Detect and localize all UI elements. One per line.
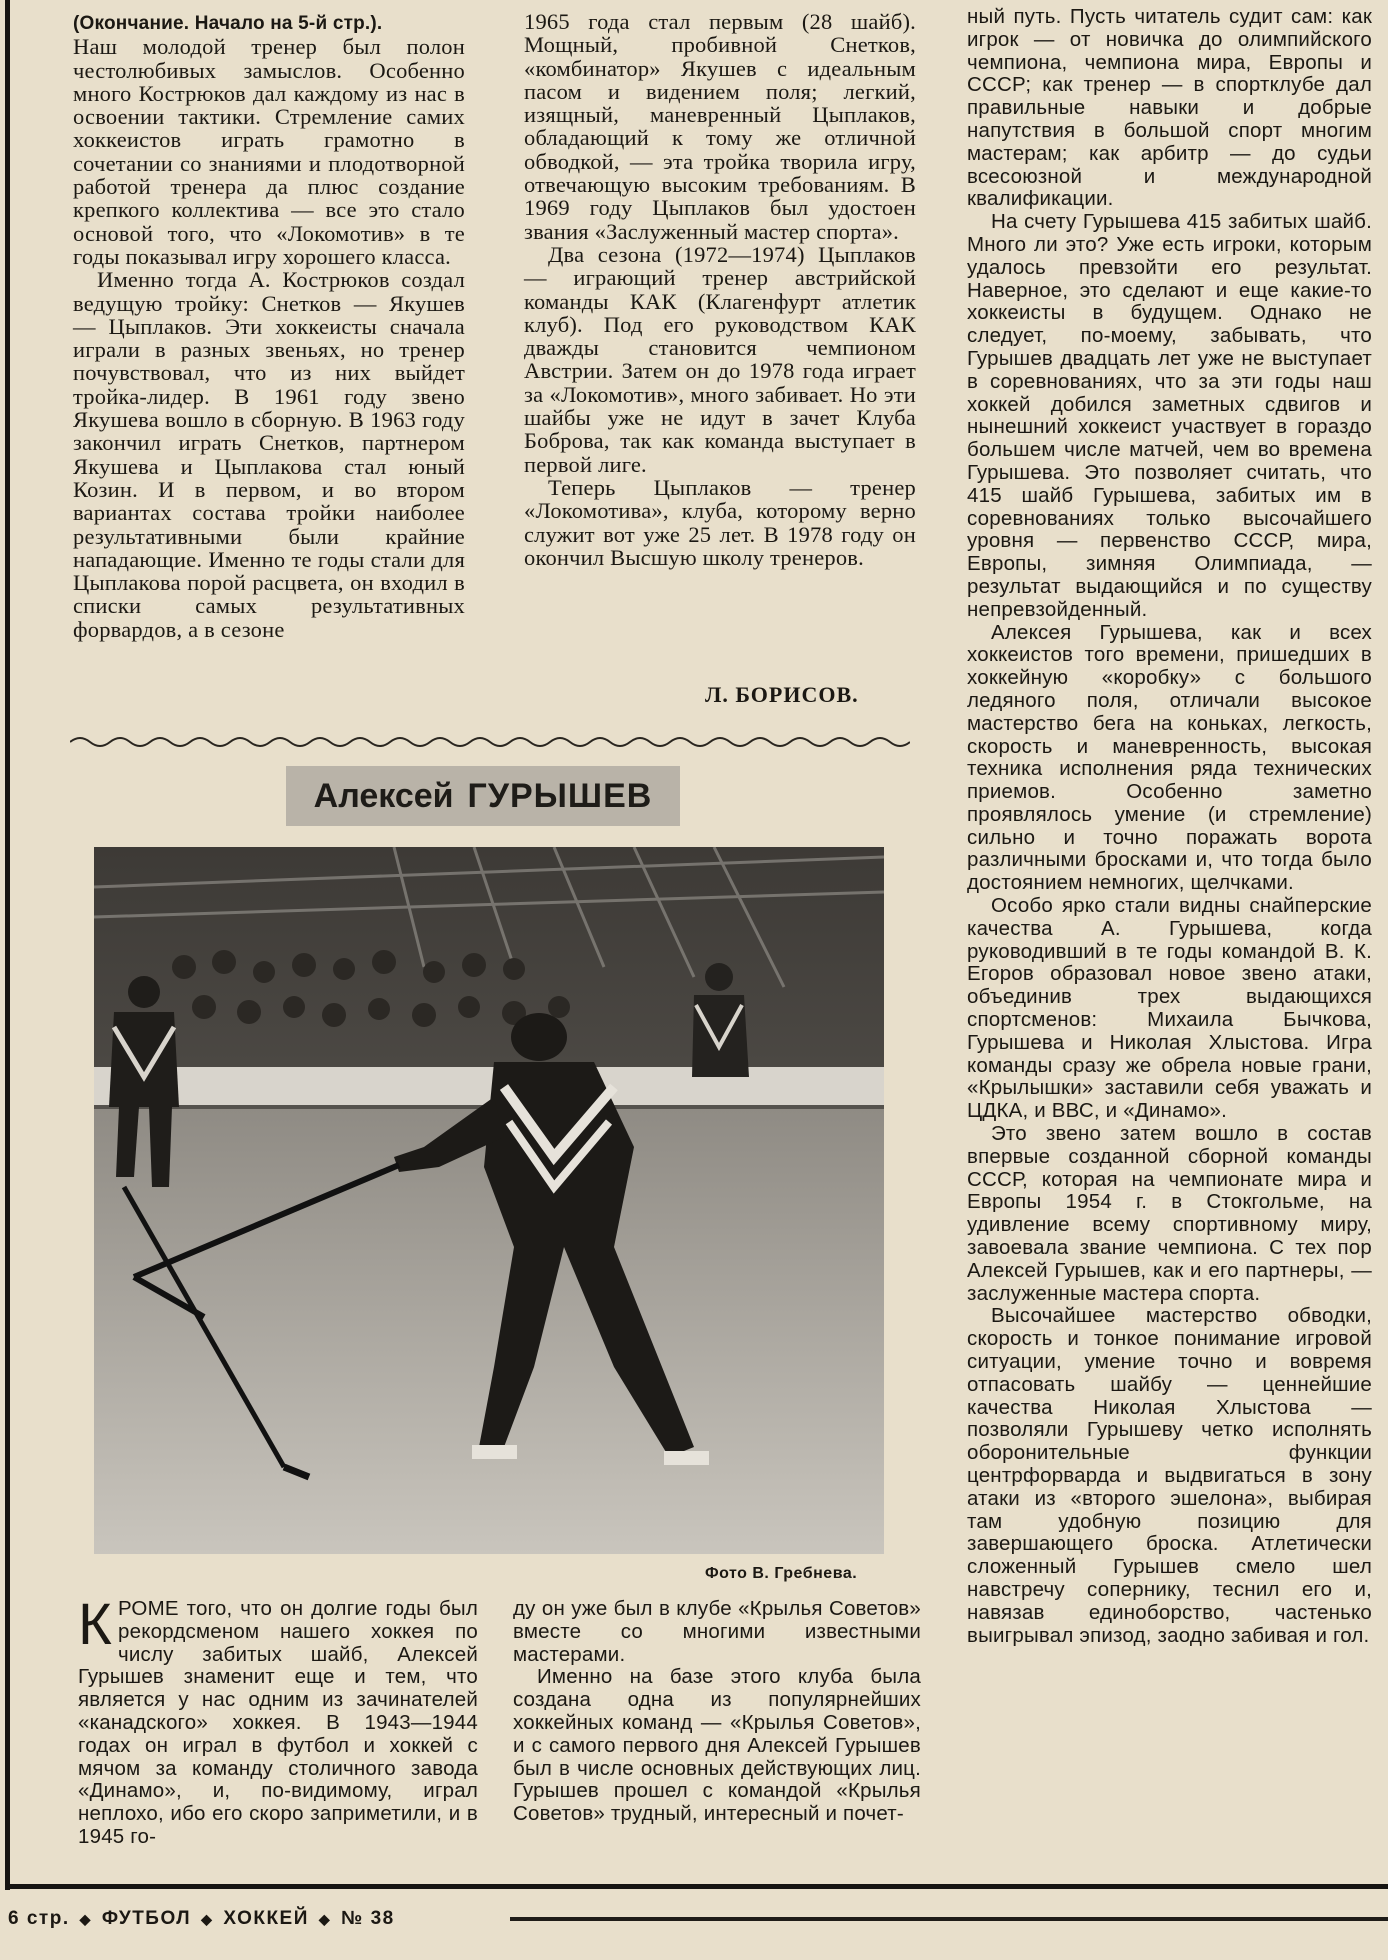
title-first-name: Алексей xyxy=(313,776,454,815)
paragraph: Именно тогда А. Кострюков создал ведущую тройку: Снетков — Якушев — Цыплаков. Эти хоккеисты сначала играли в разных звеньях, но тренер почувствовал, что из них выйдет тройка-лидер. В 1961 году звено Якушева вошло в сборную. В 1963 году закончил играть Снетков, партнером Якушева и Цыплакова стал юный Козин. И в первом, и во втором вариантах состава тройки наиболее результативными были крайние нападающие. Именно те годы стали для Цыплакова порой расцвета, он входил в списки самых результативных форвардов, а в сезоне xyxy=(73,267,465,642)
photo-credit: Фото В. Гребнева. xyxy=(705,1565,858,1582)
publication-name-hockey: ХОККЕЙ xyxy=(223,1908,309,1929)
page-footer xyxy=(8,1908,395,1930)
wavy-divider xyxy=(70,730,910,754)
paragraph: 1965 года стал первым (28 шайб). Мощный, пробивной Снетков, «комбинатор» Якушев с идеальным пасом и видением поля; легкий, изящный, маневренный Цыплаков, обладающий к тому же отличной обводкой, — эта тройка творила игру, отвечающую высоким требованиям. В 1969 году Цыплаков был удостоен звания «Заслуженный мастер спорта». xyxy=(524,9,916,244)
paragraph: КРОМЕ того, что он долгие годы был рекордсменом нашего хоккея по числу забитых шайб, Алексей Гурышев знаменит еще и тем, что является у нас одним из зачинателей «канадского» хоккея. В 1943—1944 годах он играл в футбол и хоккей с мячом за команду столичного завода «Динамо», и, по-видимому, играл неплохо, ибо его скоро заприметили, и в 1945 го- xyxy=(78,1592,478,1848)
article1-column-1 xyxy=(73,10,465,641)
publication-name-football: ФУТБОЛ xyxy=(101,1908,192,1929)
title-last-name: ГУРЫШЕВ xyxy=(467,776,653,815)
paragraph: Алексея Гурышева, как и всех хоккеистов того времени, пришедших в хоккейную «коробку» с большого ледяного поля, отличали высокое мастерство бега на коньках, легкость, скорость и маневренность, высокая техника исполнения ряда технических приемов. Особенно заметно проявлялось умение (и стремление) сильно и точно поражать ворота различными бросками и, что тогда было достоянием немногих, щелчками. xyxy=(967,620,1372,895)
paragraph: На счету Гурышева 415 забитых шайб. Много ли это? Уже есть игроки, которым удалось превзойти его результат. Наверное, это сделают и еще какие-то хоккеисты в будущем. Однако не следует, по-моему, забывать, что Гурышев двадцать лет уже не выступает в соревнованиях, что за эти годы наш хоккей добился заметных сдвигов и нынешний хоккеист участвует в гораздо большем числе матчей, чем во времена Гурышева. Это позволяет считать, что 415 шайб Гурышева, забитых им в соревнованиях только высочайшего уровня — первенство СССР, мира, Европы, зимняя Олимпиада, — результат выдающийся и по существу непревзойденный. xyxy=(967,210,1372,621)
article2-column-1 xyxy=(78,1592,478,1849)
paragraph: Теперь Цыплаков — тренер «Локомотива», клуба, которому верно служит вот уже 25 лет. В 1978 году он окончил Высшую школу тренеров. xyxy=(524,474,916,570)
paragraph: Два сезона (1972—1974) Цыплаков — играющий тренер австрийской команды КАК (Клагенфурт атлетик клуб). Под его руководством КАК дважды становится чемпионом Австрии. Затем он до 1978 года играет за «Локомотив», много забивает. Но эти шайбы уже не идут в зачет Клуба Боброва, так как команда выступает в первой лиге. xyxy=(524,241,916,477)
paragraph: Наш молодой тренер был полон честолюбивых замыслов. Особенно много Кострюков дал каждому из нас в освоении тактики. Стремление самих хоккеистов играть грамотно в сочетании со знаниями и плодотворной работой тренера да плюс создание крепкого коллектива — все это стало основой того, что «Локомотив» в те годы показывал игру хорошего класса. xyxy=(73,34,465,269)
left-border-rule xyxy=(5,0,10,1890)
dropcap-letter: К xyxy=(78,1592,112,1657)
hockey-photo-illustration xyxy=(94,847,884,1554)
diamond-separator-icon: ◆ xyxy=(79,1910,92,1927)
article2-column-3 xyxy=(967,6,1372,1647)
article-title xyxy=(286,766,680,826)
paragraph: Особо ярко стали видны снайперские качества А. Гурышева, когда руководивший в те годы командой В. К. Егоров образовал новое звено атаки, объединив трех выдающихся спортсменов: Михаила Бычкова, Гурышева и Николая Хлыстова. Игра команды сразу же обрела новые грани, «Крылышки» заставили себя уважать и ЦДКА, и ВВС, и «Динамо». xyxy=(967,894,1372,1123)
paragraph: ду он уже был в клубе «Крылья Советов» вместе со многими известными мастерами. xyxy=(513,1597,921,1666)
paragraph: Именно на базе этого клуба была создана одна из популярнейших хоккейных команд — «Крылья Советов», и с самого первого дня Алексей Гурышев был в числе основных действующих лиц. Гурышев прошел с командой «Крылья Советов» трудный, интересный и почет- xyxy=(513,1665,921,1826)
hockey-photo xyxy=(94,847,884,1554)
article1-column-2 xyxy=(524,10,916,569)
bottom-border-rule xyxy=(5,1884,1388,1889)
diamond-separator-icon: ◆ xyxy=(201,1910,214,1927)
article2-column-2 xyxy=(513,1598,921,1826)
diamond-separator-icon: ◆ xyxy=(318,1910,332,1927)
footer-wavy-rule xyxy=(510,1916,1388,1922)
issue-number: № 38 xyxy=(341,1908,395,1929)
paragraph: ный путь. Пусть читатель судит сам: как игрок — от новичка до олимпийского чемпиона, чемпиона мира, Европы и СССР; как тренер — в спортклубе дал правильные навыки и добрые напутствия в большой спорт многим мастерам; как арбитр — до судьи всесоюзной и международной квалификации. xyxy=(967,5,1372,211)
paragraph: Это звено затем вошло в состав впервые созданной сборной команды СССР, которая на чемпионате мира и Европы 1954 г. в Стокгольме, на удивление всему спортивному миру, завоевала звание чемпиона. С тех пор Алексей Гурышев, как и его партнеры, — заслуженные мастера спорта. xyxy=(967,1122,1372,1305)
author-signature: Л. БОРИСОВ. xyxy=(705,682,859,707)
continuation-note: (Окончание. Начало на 5-й стр.). xyxy=(73,13,383,34)
page-number: 6 стр. xyxy=(8,1908,70,1929)
paragraph: Высочайшее мастерство обводки, скорость и тонкое понимание игровой ситуации, умение точно и вовремя отпасовать шайбу — ценнейшие качества Николая Хлыстова — позволяли Гурышеву четко исполнять оборонительные функции центрфорварда и выдвигаться в зону атаки из «второго эшелона», выбирая там удобную позицию для завершающего броска. Атлетически сложенный Гурышев смело шел навстречу сопернику, теснил его и, навязав единоборство, частенько выигрывал эпизод, заодно забивая и гол. xyxy=(967,1304,1372,1647)
